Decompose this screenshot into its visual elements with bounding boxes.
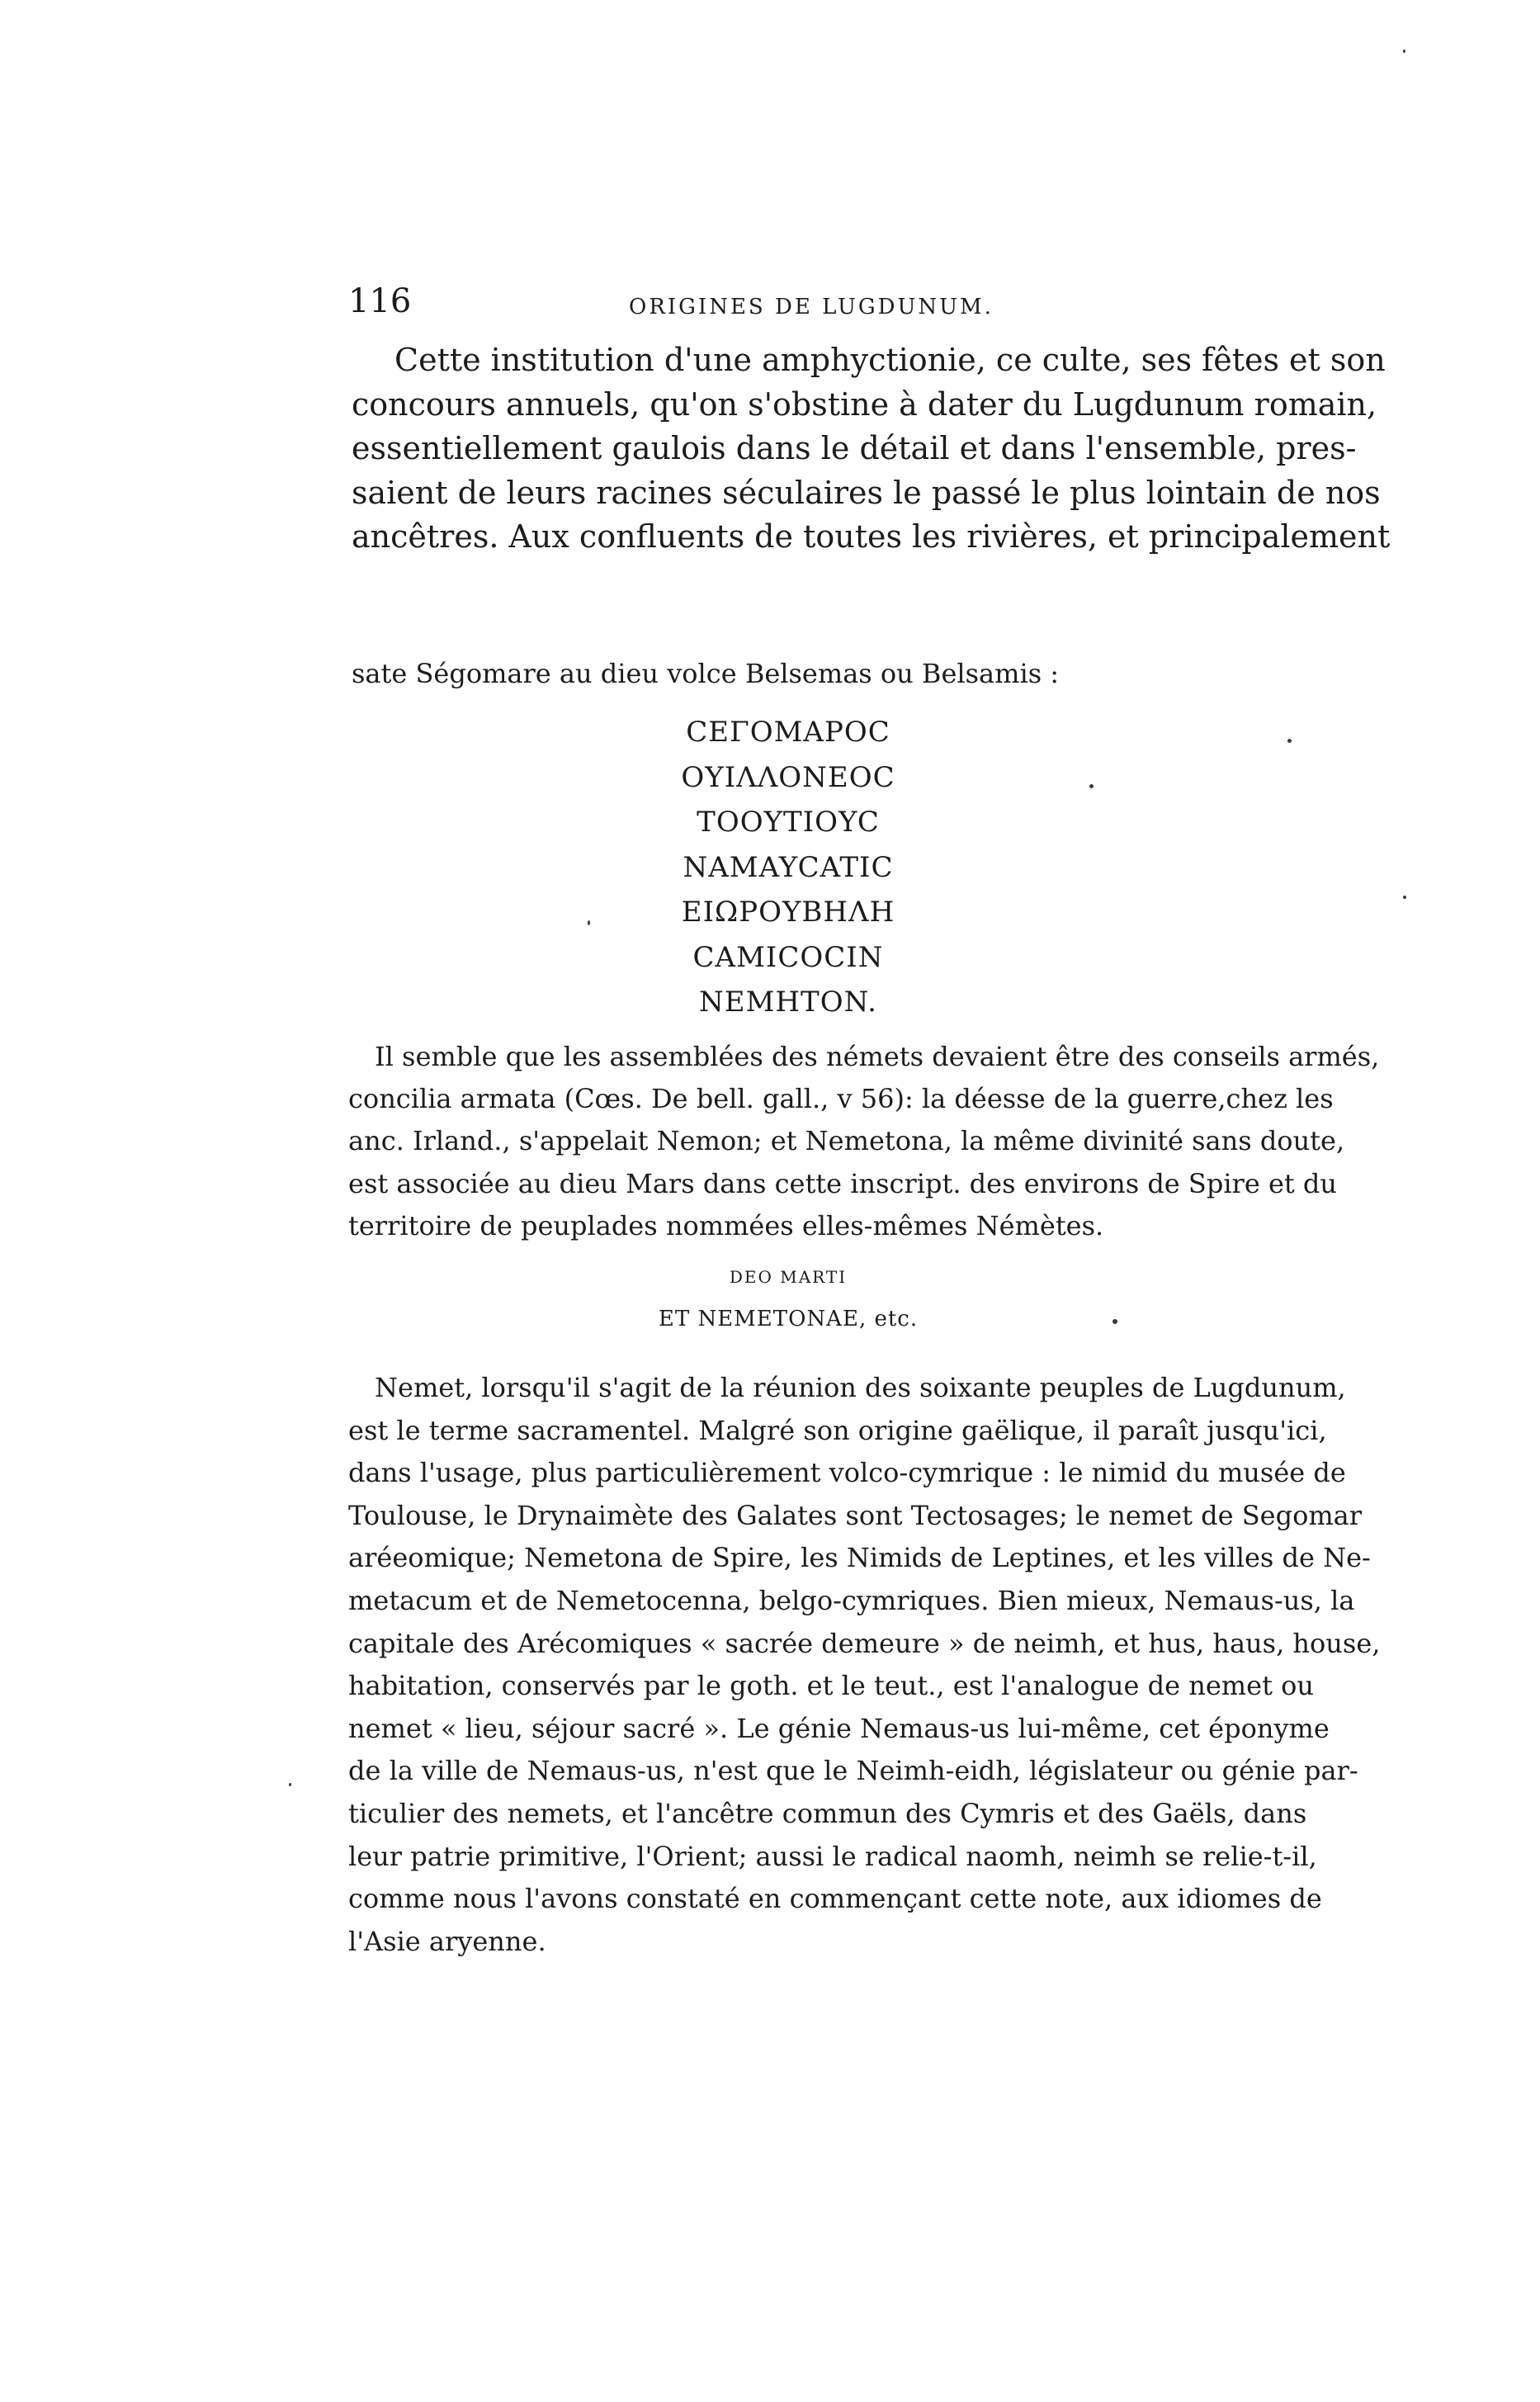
greek-inscription [644, 710, 933, 1025]
inscription-line: NAMAYCATIC [683, 850, 894, 884]
main-text-line: concours annuels, qu'on s'obstine à dater du Lugdunum romain, [352, 385, 1377, 423]
footnote-paragraph-2 [348, 1367, 1381, 1963]
scan-speck [588, 920, 590, 925]
inscription-line: OYIΛΛONEOC [681, 760, 895, 794]
footnote-line: concilia armata (Cœs. De bell. gall., v 56): la déesse de la guerre,chez les [348, 1083, 1334, 1115]
page-number: 116 [348, 282, 412, 320]
footnote-line: de la ville de Nemaus-us, n'est que le Neimh-eidh, législateur ou génie par- [348, 1755, 1358, 1787]
footnote-line: capitale des Arécomiques « sacrée demeure » de neimh, et hus, haus, house, [348, 1627, 1381, 1659]
scan-speck [289, 1783, 291, 1786]
inscription-line: CAMICOCIN [692, 940, 884, 974]
main-text-paragraph [352, 338, 1391, 560]
footnote-line: est le terme sacramentel. Malgré son origine gaëlique, il paraît jusqu'ici, [348, 1414, 1327, 1446]
main-text-line: Cette institution d'une amphyctionie, ce culte, ses fêtes et son [394, 342, 1386, 378]
footnote-line: dans l'usage, plus particulièrement volco-cymrique : le nimid du musée de [348, 1457, 1346, 1489]
footnote-paragraph-1 [348, 1036, 1380, 1247]
dedication-line-2: ET NEMETONAE, etc. [658, 1307, 919, 1331]
main-text-line: essentiellement gaulois dans le détail et dans l'ensemble, pres- [352, 430, 1357, 466]
scan-speck [1112, 1319, 1117, 1324]
footnote-line: l'Asie aryenne. [348, 1925, 546, 1957]
running-title: ORIGINES DE LUGDUNUM. [629, 295, 994, 319]
main-text-line: saient de leurs racines séculaires le passé le plus lointain de nos [352, 474, 1381, 511]
footnote-line: aréeomique; Nemetona de Spire, les Nimids de Leptines, et les villes de Ne- [348, 1542, 1371, 1574]
page-header [348, 282, 1231, 340]
footnote-line: est associée au dieu Mars dans cette inscript. des environs de Spire et du [348, 1167, 1338, 1199]
footnote-line: nemet « lieu, séjour sacré ». Le génie Nemaus-us lui-même, cet éponyme [348, 1712, 1330, 1744]
inscription-line: CEΓOMAPOC [686, 716, 890, 749]
scan-speck [1403, 896, 1406, 899]
main-text-line: ancêtres. Aux confluents de toutes les rivières, et principalement [352, 518, 1391, 555]
inscription-line: NEMHTON. [699, 986, 877, 1019]
inscription-line: TOOYTIOYC [697, 806, 880, 839]
inscription-line: EIΩPOYBHΛH [681, 896, 895, 929]
footnote-line: leur patrie primitive, l'Orient; aussi le radical naomh, neimh se relie-t-il, [348, 1840, 1317, 1872]
footnote-line: Nemet, lorsqu'il s'agit de la réunion des soixante peuples de Lugdunum, [375, 1372, 1346, 1403]
scan-speck [1287, 739, 1292, 743]
scan-speck [1089, 784, 1094, 788]
dedication-line-1: DEO MARTI [729, 1267, 848, 1287]
footnote-line: Toulouse, le Drynaimète des Galates sont Tectosages; le nemet de Segomar [348, 1499, 1363, 1531]
footnote-line: ticulier des nemets, et l'ancêtre commun des Cymris et des Gaëls, dans [348, 1797, 1307, 1829]
footnote-line: habitation, conservés par le goth. et le teut., est l'analogue de nemet ou [348, 1670, 1314, 1702]
footnote-line: anc. Irland., s'appelait Nemon; et Nemetona, la même divinité sans doute, [348, 1125, 1345, 1157]
footnote-line: territoire de peuplades nommées elles-mêmes Némètes. [348, 1209, 1104, 1241]
footnote-line: comme nous l'avons constaté en commençant cette note, aux idiomes de [348, 1883, 1322, 1915]
footnote-intro: sate Ségomare au dieu volce Belsemas ou Belsamis : [352, 658, 1060, 689]
footnote-line: metacum et de Nemetocenna, belgo-cymriques. Bien mieux, Nemaus-us, la [348, 1584, 1355, 1616]
scan-speck [1403, 50, 1405, 53]
footnote-line: Il semble que les assemblées des némets devaient être des conseils armés, [375, 1041, 1380, 1072]
